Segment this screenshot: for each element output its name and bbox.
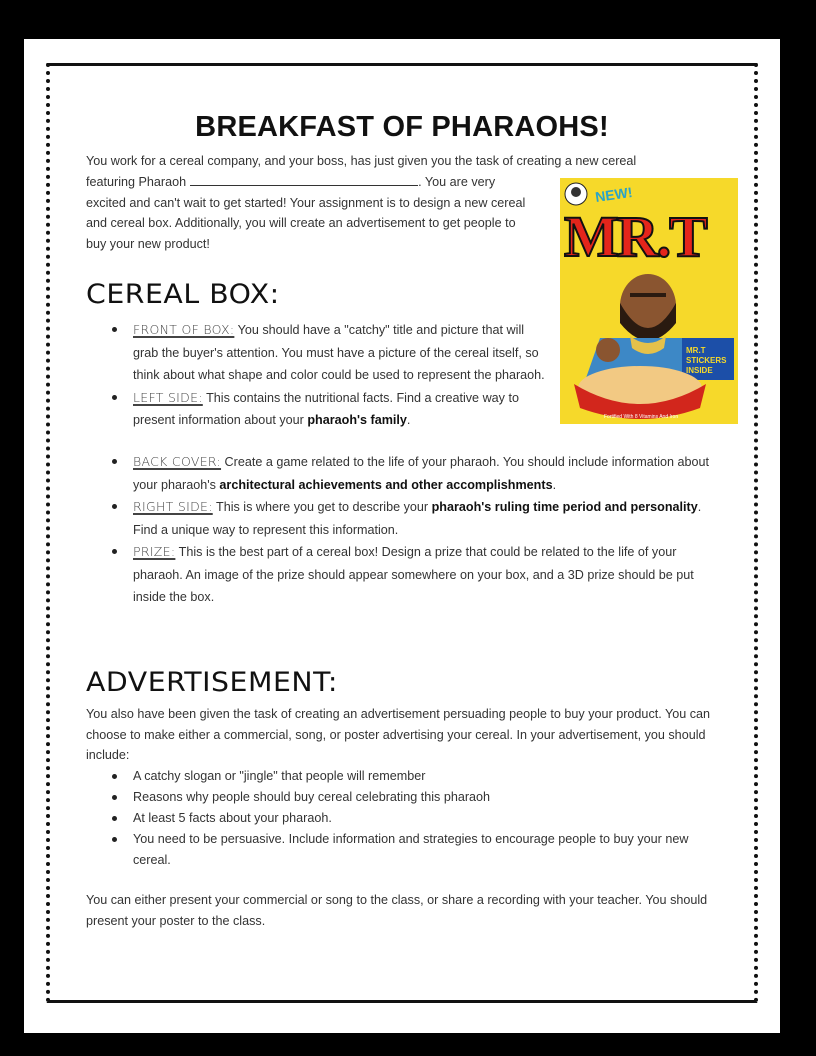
svg-text:NEW!: NEW! bbox=[594, 183, 634, 205]
label-front-of-box: FRONT OF BOX: bbox=[133, 322, 235, 337]
item-text-after: . bbox=[552, 477, 557, 492]
item-text: This is the best part of a cereal box! Design a prize that could be related to the life of your pharaoh. An image of the prize should appear somewhere on your box, and a 3D prize should be put inside the box. bbox=[133, 545, 694, 604]
closing-paragraph: You can either present your commercial or song to the class, or share a recording with your teacher. You should present your poster to the class. bbox=[86, 893, 708, 928]
item-bold-text: pharaoh's family bbox=[307, 413, 407, 427]
cereal-box-list-continued bbox=[112, 451, 712, 609]
label-back-cover: BACK COVER: bbox=[133, 454, 222, 469]
intro-rest-text: excited and can't wait to get started! Your assignment is to design a new cereal and cereal box. Additionally, you will create an advertisement to get people to buy your new product! bbox=[86, 195, 526, 251]
mr-t-cereal-box-image bbox=[560, 178, 738, 424]
item-text: This is where you get to describe your bbox=[212, 500, 432, 514]
document-title: BREAKFAST OF PHARAOHS! bbox=[195, 111, 609, 143]
intro-line2-suffix: . You are very bbox=[418, 175, 496, 189]
intro-line-1: You work for a cereal company, and your boss, has just given you the task of creating a new cereal bbox=[86, 154, 637, 168]
list-item: You need to be persuasive. Include information and strategies to encourage people to buy your new cereal. bbox=[112, 829, 712, 871]
svg-text:MR.T: MR.T bbox=[686, 346, 706, 355]
item-text: This contains the nutritional facts. Find a creative way to present information about your bbox=[133, 390, 519, 427]
list-item: Reasons why people should buy cereal celebrating this pharaoh bbox=[112, 787, 712, 808]
item-text: Create a game related to the life of your pharaoh. You should include information about your pharaoh's bbox=[133, 455, 710, 492]
item-text-after: . bbox=[406, 413, 411, 427]
label-prize: PRIZE: bbox=[133, 544, 176, 559]
svg-text:Fortified With 8 Vitamins And: Fortified With 8 Vitamins And Iron bbox=[604, 414, 679, 420]
cereal-box-heading: CEREAL BOX: bbox=[86, 279, 280, 310]
advertisement-heading: ADVERTISEMENT: bbox=[86, 667, 338, 698]
intro-paragraph bbox=[86, 172, 536, 254]
item-text: You should have a "catchy" title and picture that will grab the buyer's attention. You must have a picture of the cereal itself, so think about what shape and color could be used to represent the pharaoh. bbox=[133, 323, 545, 382]
item-bold-text: pharaoh's ruling time period and personality bbox=[431, 500, 698, 514]
list-item-left-side bbox=[112, 387, 552, 432]
svg-text:INSIDE: INSIDE bbox=[686, 366, 713, 375]
list-item-prize bbox=[112, 541, 712, 609]
cereal-box-list bbox=[112, 319, 552, 432]
item-text-after: . Find a unique way to represent this information. bbox=[133, 500, 702, 537]
cereal-box-illustration bbox=[560, 178, 738, 424]
item-bold-text: architectural achievements and other accomplishments bbox=[219, 477, 553, 492]
list-item: At least 5 facts about your pharaoh. bbox=[112, 808, 712, 829]
document-page bbox=[24, 39, 780, 1033]
list-item-front-of-box bbox=[112, 319, 552, 387]
intro-featuring: featuring Pharaoh bbox=[86, 175, 187, 189]
svg-text:MR.T: MR.T bbox=[564, 204, 706, 269]
advertisement-list bbox=[112, 766, 712, 871]
list-item-right-side bbox=[112, 496, 712, 541]
label-left-side: LEFT SIDE: bbox=[133, 389, 203, 405]
pharaoh-name-blank[interactable] bbox=[190, 172, 418, 186]
svg-text:STICKERS: STICKERS bbox=[686, 356, 727, 365]
list-item-back-cover bbox=[112, 451, 712, 496]
list-item: A catchy slogan or "jingle" that people will remember bbox=[112, 766, 712, 787]
advertisement-intro: You also have been given the task of creating an advertisement persuading people to buy your product. You can choose to make either a commercial, song, or poster advertising your cereal. In your advertisement, you should include: bbox=[86, 707, 711, 762]
label-right-side: RIGHT SIDE: bbox=[133, 499, 213, 514]
